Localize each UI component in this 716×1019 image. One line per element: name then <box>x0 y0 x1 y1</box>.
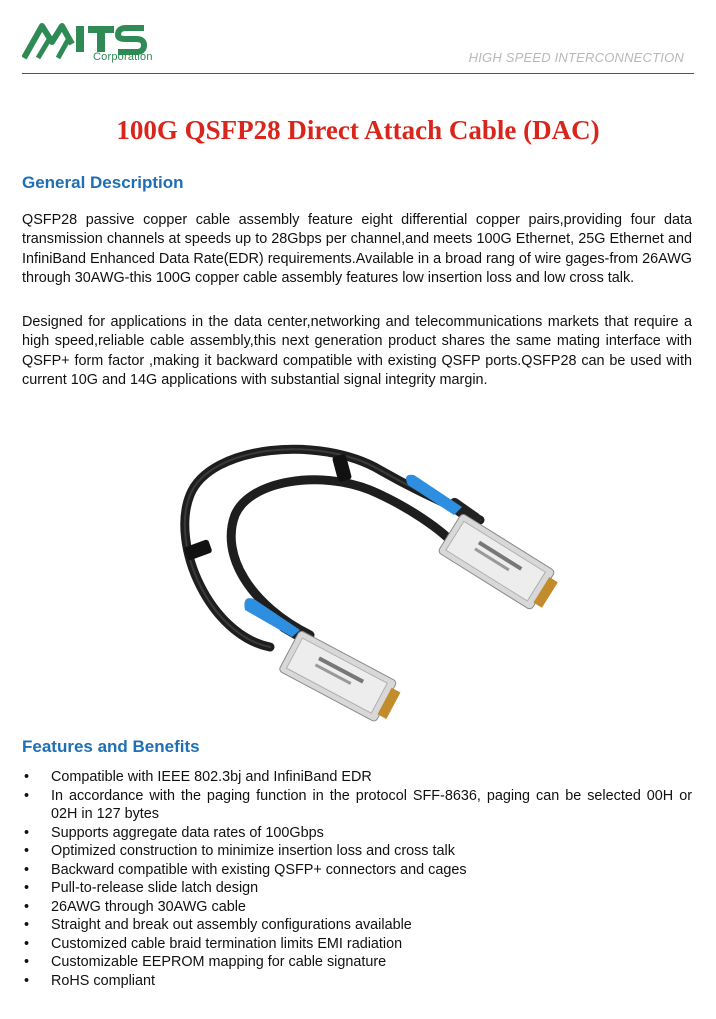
bullet-icon: • <box>24 861 30 878</box>
feature-text: Straight and break out assembly configurations available <box>51 917 412 933</box>
bullet-icon: • <box>24 898 30 915</box>
header-divider <box>22 73 694 74</box>
feature-item <box>22 824 692 843</box>
feature-item <box>22 842 692 861</box>
feature-text: Customizable EEPROM mapping for cable signature <box>51 954 387 970</box>
feature-text: Compatible with IEEE 802.3bj and InfiniBand EDR <box>51 769 372 785</box>
feature-item <box>22 898 692 917</box>
feature-item <box>22 916 692 935</box>
header-tagline: HIGH SPEED INTERCONNECTION <box>468 50 684 65</box>
feature-item <box>22 787 692 824</box>
feature-text: Pull-to-release slide latch design <box>51 880 259 896</box>
feature-text: RoHS compliant <box>51 972 155 989</box>
bullet-icon: • <box>24 787 30 804</box>
page-header <box>0 0 716 78</box>
bullet-icon: • <box>24 769 30 785</box>
feature-item <box>22 972 692 991</box>
feature-item <box>22 768 692 787</box>
features-list <box>22 768 692 990</box>
qsfp28-dac-cable-image <box>150 425 570 725</box>
feature-text: 26AWG through 30AWG cable <box>51 898 246 915</box>
bullet-icon: • <box>24 917 30 933</box>
features-heading: Features and Benefits <box>22 737 200 756</box>
bullet-icon: • <box>24 880 30 896</box>
feature-text: Backward compatible with existing QSFP+ connectors and cages <box>51 861 467 878</box>
bullet-icon: • <box>24 954 30 970</box>
feature-item <box>22 861 692 880</box>
general-description-paragraph-2: Designed for applications in the data center,networking and telecommunications markets that require a high speed,reliable cable assembly,this next generation product shares the same mating interface with QSFP+ form factor ,making it backward compatible with existing QSFP ports.QSFP28 can be used with current 10G and 14G applications with substantial signal integrity margin. <box>22 314 692 389</box>
feature-text: Optimized construction to minimize insertion loss and cross talk <box>51 843 455 859</box>
feature-text: In accordance with the paging function in the protocol SFF-8636, paging can be selected 00H or 02H in 127 bytes <box>51 787 692 822</box>
bullet-icon: • <box>24 972 30 989</box>
feature-item <box>22 879 692 898</box>
feature-item <box>22 953 692 972</box>
logo-subtitle: Corporation <box>93 51 153 63</box>
bullet-icon: • <box>24 824 30 841</box>
feature-text: Customized cable braid termination limits EMI radiation <box>51 935 403 952</box>
general-description-heading: General Description <box>22 173 184 192</box>
bullet-icon: • <box>24 843 30 859</box>
page-title: 100G QSFP28 Direct Attach Cable (DAC) <box>116 115 600 145</box>
feature-text: Supports aggregate data rates of 100Gbps <box>51 824 324 841</box>
bullet-icon: • <box>24 935 30 952</box>
general-description-paragraph-1: QSFP28 passive copper cable assembly feature eight differential copper pairs,providing four data transmission channels at speeds up to 28Gbps per channel,and meets 100G Ethernet, 25G Ethernet and InfiniBand Enhanced Data Rate(EDR) requirements.Available in a broad rang of wire gages-from 26AWG through 30AWG-this 100G copper cable assembly features low insertion loss and low cross talk. <box>22 212 692 287</box>
feature-item <box>22 935 692 954</box>
